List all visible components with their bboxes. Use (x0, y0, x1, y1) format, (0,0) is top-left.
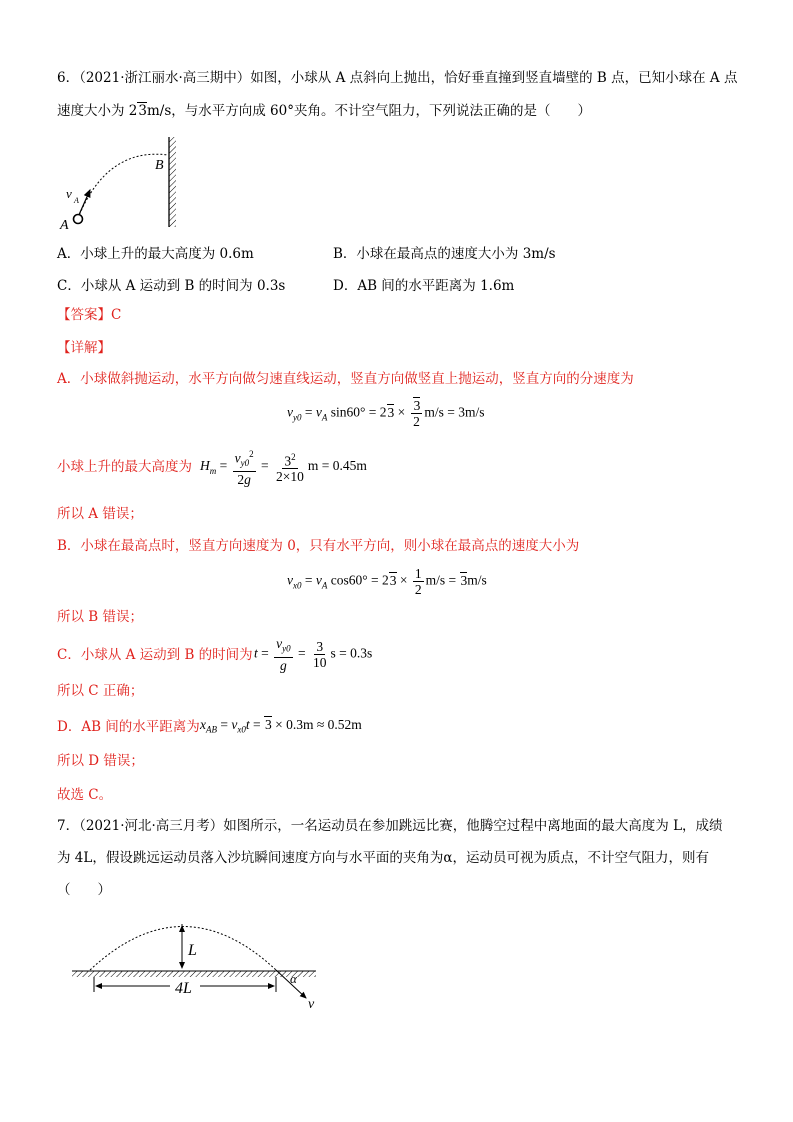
equation-3: $v_{x0} = v_A$ cos60° = 23 × $\frac{1}{2}$ m/s = 3m/s (287, 566, 487, 597)
wall-hatch (169, 137, 176, 227)
label-B: B (155, 158, 164, 173)
solution-b: B．小球在最高点时，竖直方向速度为 0，只有水平方向，则小球在最高点的速度大小为 (57, 538, 580, 554)
label-L: L (188, 942, 197, 959)
solution-c-2: 所以 C 正确； (57, 683, 144, 699)
q6-line2: 速度大小为 23m/s，与水平方向成 60°夹角。不计空气阻力，下列说法正确的是（ ） (57, 103, 591, 119)
solution-d: D．AB 间的水平距离为 (57, 719, 200, 735)
answer: 【答案】C (57, 307, 122, 323)
q6-figure (57, 135, 187, 235)
q7-line3: （ ） (57, 882, 111, 898)
label-v7: v (308, 997, 315, 1010)
q6-line1: 6．（2021·浙江丽水·高三期中）如图，小球从 A 点斜向上抛出，恰好垂直撞到竖直墙壁的 B 点，已知小球在 A 点 (57, 70, 738, 86)
final-answer: 故选 C。 (57, 787, 113, 803)
label-v-sub: A (74, 196, 79, 205)
equation-4: t = $\frac{v_{y0}}{g}$ = $\frac{3}{10}$ s = 0.3s (254, 636, 373, 673)
solution-a: A．小球做斜抛运动，水平方向做匀速直线运动，竖直方向做竖直上抛运动，竖直方向的分速度为 (57, 371, 634, 387)
label-v: v (66, 186, 72, 201)
solution-b-2: 所以 B 错误； (57, 609, 144, 625)
solution-a-3: 所以 A 错误； (57, 506, 143, 522)
label-alpha: α (290, 971, 297, 986)
ground-hatch (72, 971, 316, 977)
q7-line2: 为 4L，假设跳远运动员落入沙坑瞬间速度方向与水平面的夹角为α，运动员可视为质点，不计空气阻力，则有 (57, 850, 709, 866)
option-b: B．小球在最高点的速度大小为 3m/s (333, 246, 556, 262)
equation-1: $v_{y0} = v_A$ sin60° = 23 × $\frac{3}{2}$ m/s = 3m/s (287, 398, 485, 429)
solution-a-2: 小球上升的最大高度为 (57, 459, 192, 475)
label-A: A (60, 218, 69, 233)
label-4L: 4L (175, 980, 192, 997)
option-d: D．AB 间的水平距离为 1.6m (333, 278, 515, 294)
q7-figure (70, 910, 330, 1010)
jump-arc (90, 927, 276, 971)
velocity-arrow (78, 190, 90, 217)
ball (74, 215, 83, 224)
equation-5: $x_{AB} = v_{x0}t = 3 \times 0.3m \approx 0.52m$ (200, 717, 362, 735)
solution-c: C．小球从 A 运动到 B 的时间为 (57, 647, 253, 663)
detail-heading: 【详解】 (57, 340, 111, 356)
option-a: A．小球上升的最大高度为 0.6m (57, 246, 254, 262)
solution-d-2: 所以 D 错误； (57, 753, 144, 769)
option-c: C．小球从 A 运动到 B 的时间为 0.3s (57, 278, 286, 294)
equation-2: $H_m$ = $\frac{v_{y0}^2}{2g}$ = $\frac{3^2}{2\times 10}$ m = 0.45m (200, 449, 367, 488)
q7-line1: 7．（2021·河北·高三月考）如图所示，一名运动员在参加跳远比赛，他腾空过程中离地面的最大高度为 L，成绩 (57, 818, 723, 834)
